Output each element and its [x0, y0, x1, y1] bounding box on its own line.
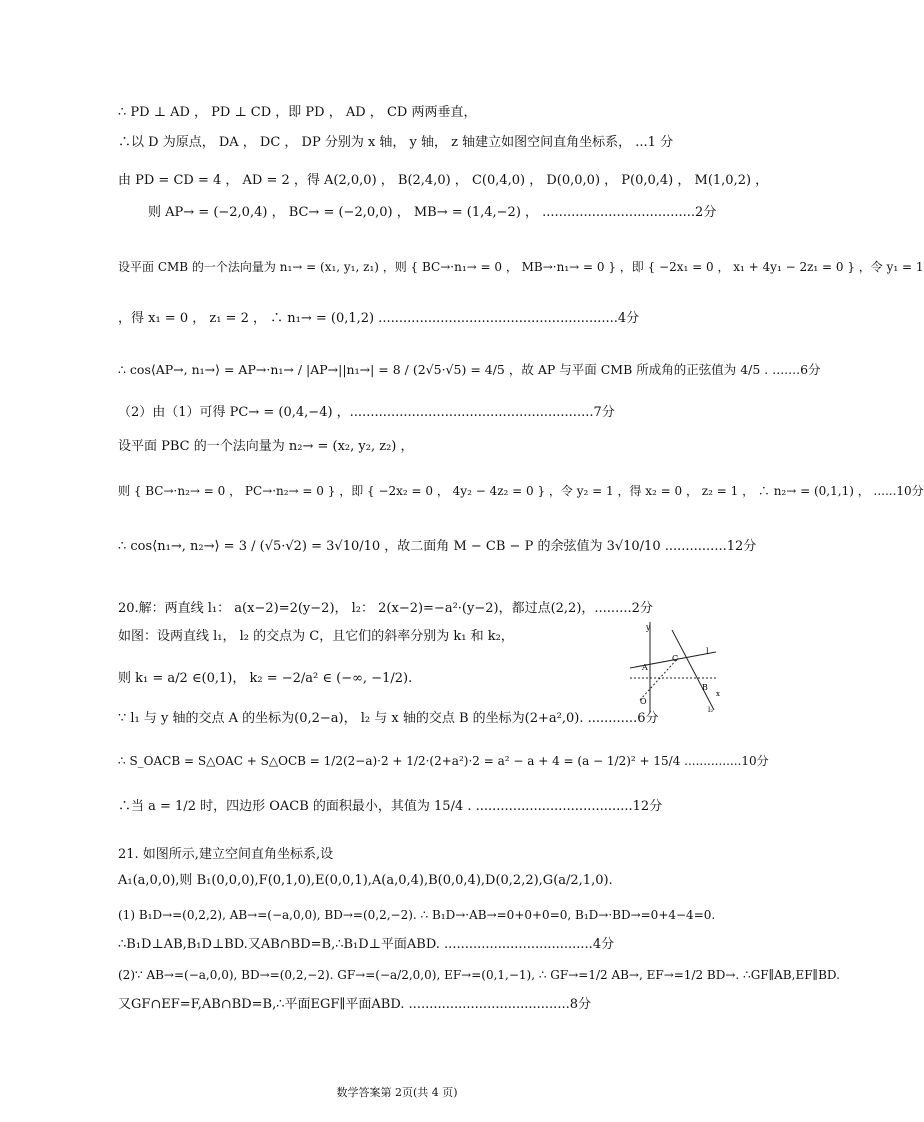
- text-line: （2）由（1）可得 PC→ = (0,4,−4) ，...........................................................7分: [118, 405, 615, 420]
- text-line: 则 { BC→·n₂→ = 0 ， PC→·n₂→ = 0 } ，即 { −2x₂ = 0 ， 4y₂ − 4z₂ = 0 } ，令 y₂ = 1 ，得 x₂ = 0 ， z₂ = 1 ， ∴ n₂→ = (0,1,1) ， ......10分: [118, 484, 924, 498]
- text-line: 则 k₁ = a/2 ∈(0,1)， k₂ = −2/a² ∈ (−∞, −1/2).: [118, 671, 413, 686]
- line-l2: [672, 630, 714, 710]
- axis-x-label: x: [716, 690, 720, 698]
- text-line: ∴以 D 为原点， DA ， DC ， DP 分别为 x 轴， y 轴， z 轴建立如图空间直角坐标系， ...1 分: [118, 135, 674, 150]
- text-line: ∴ cos⟨n₁→, n₂→⟩ = 3 / (√5·√2) = 3√10/10 ，故二面角 M − CB − P 的余弦值为 3√10/10 ...............12分: [118, 539, 757, 554]
- text-line: 20.解：两直线 l₁： a(x−2)=2(y−2)， l₂： 2(x−2)=−a²·(y−2)，都过点(2,2)，.........2分: [118, 601, 653, 616]
- text-line: ，得 x₁ = 0 ， z₁ = 2 ， ∴ n₁→ = (0,1,2) ..........................................................4分: [118, 311, 640, 326]
- point-O-label: O: [640, 697, 647, 706]
- text-line: ∵ l₁ 与 y 轴的交点 A 的坐标为(0,2−a)， l₂ 与 x 轴的交点 B 的坐标为(2+a²,0). ............6分: [118, 711, 659, 726]
- text-line: ∴ S_OACB = S△OAC + S△OCB = 1/2(2−a)·2 + 1/2·(2+a²)·2 = a² − a + 4 = (a − 1/2)² + 15/4 ...............10分: [118, 754, 769, 768]
- text-line: 21. 如图所示,建立空间直角坐标系,设: [118, 847, 334, 862]
- text-line: 设平面 PBC 的一个法向量为 n₂→ = (x₂, y₂, z₂) ，: [118, 439, 414, 454]
- coordinate-figure: [622, 620, 722, 720]
- line-l-label: l: [706, 647, 709, 656]
- text-line: ∴ PD ⊥ AD ， PD ⊥ CD ，即 PD ， AD ， CD 两两垂直，: [118, 105, 477, 120]
- point-A-label: A: [642, 663, 648, 672]
- text-line: 则 AP→ = (−2,0,4) ， BC→ = (−2,0,0) ， MB→ = (1,4,−2) ， .....................................2分: [148, 205, 717, 220]
- line-l2-label: l₂: [708, 706, 714, 714]
- text-line: (2)∵ AB→=(−a,0,0), BD→=(0,2,−2). GF→=(−a/2,0,0), EF→=(0,1,−1), ∴ GF→=1/2 AB→, EF→=1/2 BD→. ∴GF∥AB,EF∥BD.: [118, 968, 840, 982]
- text-line: 设平面 CMB 的一个法向量为 n₁→ = (x₁, y₁, z₁) ，则 { BC→·n₁→ = 0 ， MB→·n₁→ = 0 } ，即 { −2x₁ = 0 ， x₁ + 4y₁ − 2z₁ = 0 } ，令 y₁ = 1: [118, 260, 924, 274]
- text-line: ∴B₁D⊥AB,B₁D⊥BD.又AB∩BD=B,∴B₁D⊥平面ABD. ....................................4分: [118, 937, 615, 952]
- text-line: 如图：设两直线 l₁， l₂ 的交点为 C，且它们的斜率分别为 k₁ 和 k₂，: [118, 629, 514, 644]
- text-line: A₁(a,0,0),则 B₁(0,0,0),F(0,1,0),E(0,0,1),A(a,0,4),B(0,0,4),D(0,2,2),G(a/2,1,0).: [118, 873, 613, 888]
- text-line: 又GF∩EF=F,AB∩BD=B,∴平面EGF∥平面ABD. .......................................8分: [118, 997, 591, 1012]
- text-line: ∴ cos⟨AP→, n₁→⟩ = AP→·n₁→ / |AP→||n₁→| = 8 / (2√5·√5) = 4/5 ，故 AP 与平面 CMB 所成角的正弦值为 4/5 . .......6分: [118, 362, 821, 377]
- text-line: ∴当 a = 1/2 时，四边形 OACB 的面积最小，其值为 15/4 . ......................................12分: [118, 799, 663, 814]
- point-C-label: C: [672, 654, 679, 663]
- text-line: (1) B₁D→=(0,2,2), AB→=(−a,0,0), BD→=(0,2,−2). ∴ B₁D→·AB→=0+0+0=0, B₁D→·BD→=0+4−4=0.: [118, 908, 716, 922]
- axis-y-label: y: [646, 623, 651, 632]
- point-B-label: B: [702, 683, 708, 692]
- page-footer: 数学答案第 2页(共 4 页): [336, 1086, 458, 1099]
- text-line: 由 PD = CD = 4 ， AD = 2 ，得 A(2,0,0) ， B(2,4,0) ， C(0,4,0) ， D(0,0,0) ， P(0,0,4) ， M(1,0,2) ，: [118, 173, 769, 188]
